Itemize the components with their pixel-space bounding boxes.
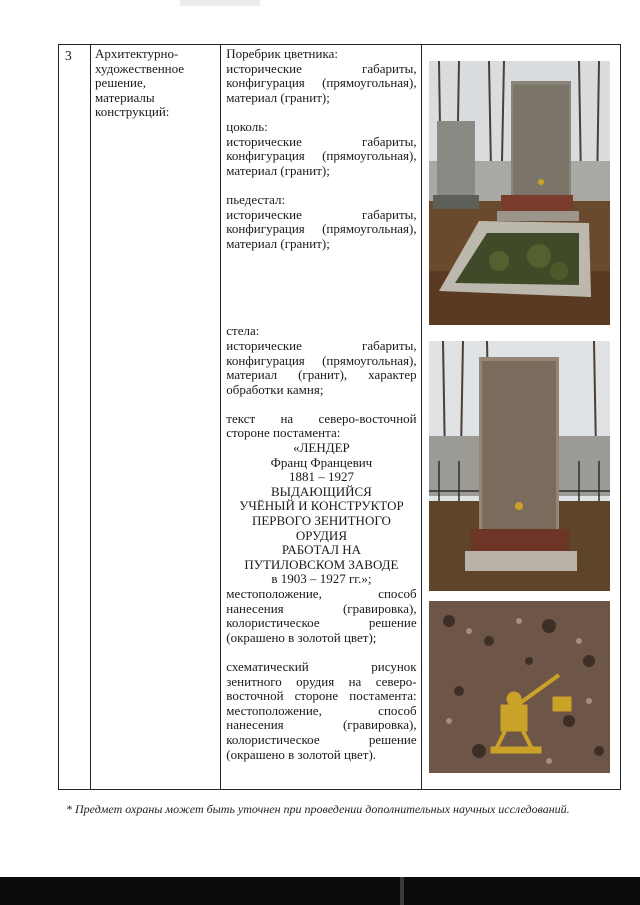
text-method-line: местоположение, способ <box>226 586 417 601</box>
inscription-line: УЧЁНЫЙ И КОНСТРУКТОР <box>239 498 404 514</box>
drawing-line: (окрашено в золотой цвет). <box>226 746 377 762</box>
kerb-line: исторические габариты, <box>226 60 417 76</box>
text-method-line: колористическое решение <box>226 615 417 631</box>
table-row <box>59 45 621 790</box>
monument-photo-1 <box>429 61 610 325</box>
description-cell <box>221 45 421 790</box>
stele-line: материал (гранит), характер <box>226 367 417 383</box>
inscription-line: РАБОТАЛ НА <box>281 542 362 558</box>
row-name-line: художественное <box>95 60 185 76</box>
stele-title: стела: <box>226 323 260 339</box>
footnote: * Предмет охраны может быть уточнен при проведении дополнительных научных исследований. <box>66 802 570 816</box>
drawing-line: восточной стороне постамента: <box>226 688 417 704</box>
pedestal-line: исторические габариты, <box>226 206 417 222</box>
row-number-cell <box>59 45 91 790</box>
row-name-line: Архитектурно- <box>95 46 179 61</box>
text-intro-line: стороне постамента: <box>226 425 341 441</box>
drawing-line: зенитного орудия на северо- <box>226 673 417 689</box>
inscription-line: «ЛЕНДЕР <box>293 440 350 456</box>
engraving-closeup-photo <box>429 601 610 773</box>
stele-line: обработки камня; <box>226 381 324 397</box>
scan-smudge <box>180 0 260 6</box>
plinth-line: исторические габариты, <box>226 133 417 149</box>
inscription-line: ПУТИЛОВСКОМ ЗАВОДЕ <box>244 556 399 572</box>
description-text <box>221 45 420 762</box>
photos-column <box>422 45 620 789</box>
stele-line: исторические габариты, <box>226 337 417 353</box>
inscription-line: Франц Францевич <box>270 454 373 470</box>
plinth-title: цоколь: <box>226 118 268 134</box>
photos-cell <box>421 45 620 790</box>
text-method-line: (окрашено в золотой цвет); <box>226 629 377 645</box>
row-name-line: материалы <box>95 89 155 105</box>
kerb-line: конфигурация (прямоугольная), <box>226 75 417 91</box>
row-name-line: решение, <box>95 75 147 91</box>
text-intro-line: текст на северо-восточной <box>226 410 417 426</box>
inscription-line: ПЕРВОГО ЗЕНИТНОГО <box>251 513 391 529</box>
inscription <box>226 441 416 587</box>
stele-line: конфигурация (прямоугольная), <box>226 352 417 368</box>
pedestal-title: пьедестал: <box>226 191 286 207</box>
row-name-line: конструкций: <box>95 104 170 120</box>
kerb-title: Поребрик цветника: <box>226 46 338 61</box>
pedestal-line: конфигурация (прямоугольная), <box>226 221 417 237</box>
row-name <box>91 45 220 120</box>
inscription-line: 1881 – 1927 <box>288 469 354 485</box>
pedestal-line: материал (гранит); <box>226 235 330 251</box>
kerb-line: материал (гранит); <box>226 89 330 105</box>
protection-table <box>58 44 621 790</box>
plinth-line: материал (гранит); <box>226 162 330 178</box>
monument-photo-2 <box>429 341 610 591</box>
drawing-line: местоположение, способ <box>226 702 417 718</box>
scan-bottom-border <box>0 877 640 905</box>
inscription-line: ВЫДАЮЩИЙСЯ <box>271 483 372 499</box>
row-number: 3 <box>65 48 72 63</box>
inscription-line: в 1903 – 1927 гг.»; <box>271 571 372 587</box>
drawing-line: схематический рисунок <box>226 658 417 674</box>
inscription-line: ОРУДИЯ <box>295 527 347 543</box>
plinth-line: конфигурация (прямоугольная), <box>226 148 417 164</box>
row-name-cell <box>91 45 221 790</box>
scan-bottom-gap <box>400 877 404 905</box>
text-method-line: нанесения (гравировка), <box>226 600 417 616</box>
drawing-line: колористическое решение <box>226 731 417 747</box>
drawing-line: нанесения (гравировка), <box>226 717 417 733</box>
